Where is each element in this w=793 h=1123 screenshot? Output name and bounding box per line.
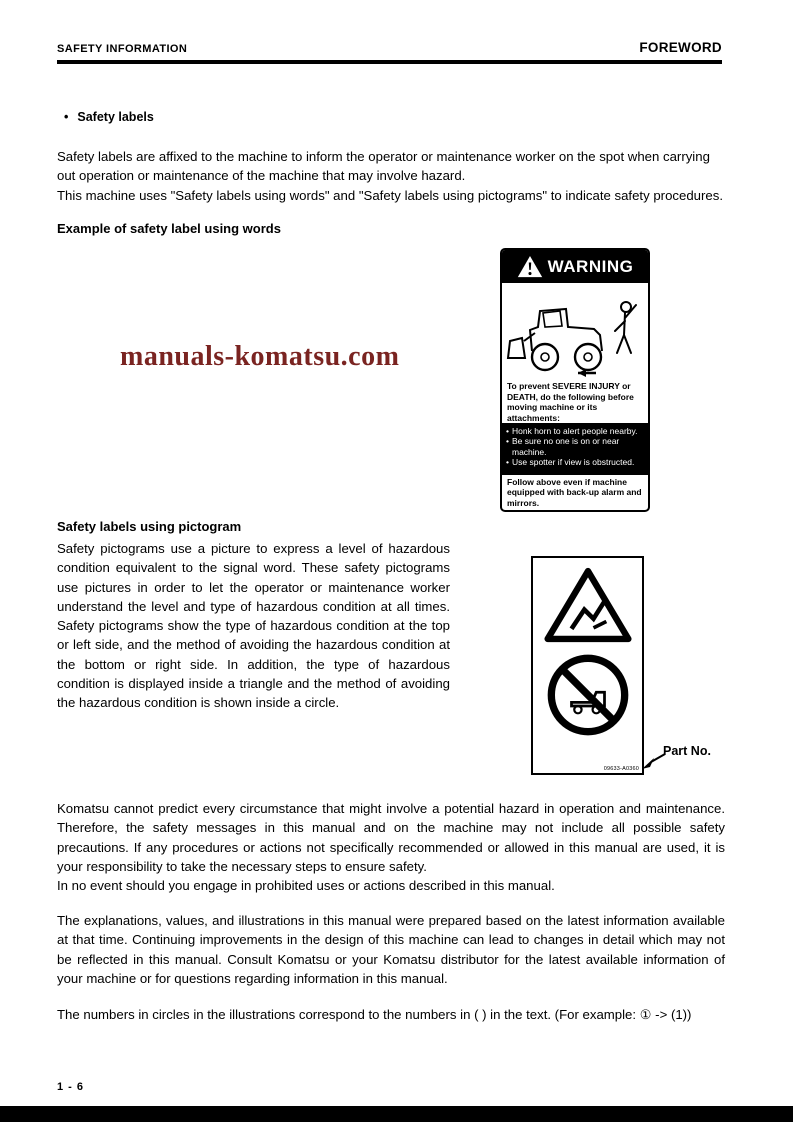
header-section-title: SAFETY INFORMATION xyxy=(57,43,188,55)
safety-labels-heading-text: Safety labels xyxy=(77,110,154,124)
warning-bullet-text: Honk horn to alert people nearby. xyxy=(511,426,638,436)
page-number: 1 - 6 xyxy=(57,1081,85,1093)
bullet-icon: • xyxy=(506,456,509,467)
warning-bullet-list xyxy=(502,423,648,475)
machine-illustration xyxy=(502,283,648,379)
label-part-number: 09633-A0360 xyxy=(603,766,639,772)
wheel-loader-drawing xyxy=(502,283,648,379)
bottom-bar xyxy=(0,1106,793,1122)
pictogram-heading: Safety labels using pictogram xyxy=(57,519,242,534)
intro-paragraph xyxy=(57,147,725,205)
prohibition-circle-pictogram xyxy=(544,651,632,739)
header-chapter-title: FOREWORD xyxy=(639,40,722,55)
header-rule xyxy=(57,60,722,64)
warning-bullet-item xyxy=(506,436,644,457)
example-heading: Example of safety label using words xyxy=(57,221,281,236)
pictogram-label xyxy=(531,556,644,775)
watermark: manuals-komatsu.com xyxy=(120,341,400,372)
warning-bullet-text: Be sure no one is on or near machine. xyxy=(511,436,620,457)
warning-label-header xyxy=(502,250,648,283)
intro-text-1: Safety labels are affixed to the machine to inform the operator or maintenance worker on the spot when carrying out operation or maintenance of the machine that may involve hazard. xyxy=(57,149,710,184)
warning-bullet-item xyxy=(506,457,644,467)
warning-label xyxy=(500,248,650,512)
hazard-triangle-pictogram xyxy=(544,566,632,644)
paragraph-explanations: The explanations, values, and illustrations in this manual were prepared based on the latest information available at that time. Continuing improvements in the design of this machine can lead to changes in detail which may not be reflected in this manual. Consult Komatsu or your Komatsu distributor for the latest available information of your machine or for questions regarding information in this manual. xyxy=(57,913,725,986)
warning-bullet-text: Use spotter if view is obstructed. xyxy=(511,456,635,467)
intro-text-2: This machine uses "Safety labels using words" and "Safety labels using pictograms" to indicate safety procedures. xyxy=(57,187,723,203)
paragraph-komatsu-hazard-text: Komatsu cannot predict every circumstance that might involve a potential hazard in operation and maintenance. Therefore, the safety messages in this manual and on the machine may not include all possible safety precautions. If any procedures or actions not specifically recommended or allowed in this manual are used, it is your responsibility to take the necessary steps to ensure safety. xyxy=(57,801,725,874)
pictogram-paragraph: Safety pictograms use a picture to express a level of hazardous condition equivalent to the signal word. These safety pictograms use pictures in order to let the operator or maintenance worker understand the level and type of hazardous condition at all times. Safety pictograms show the type of hazardous condition at the top or left side, and the method of avoiding the hazardous condition at the bottom or right side. In addition, the type of hazardous condition is displayed inside a triangle and the method of avoiding the hazardous condition is shown inside a circle. xyxy=(57,541,450,711)
page-header xyxy=(57,40,722,55)
warning-body-text: To prevent SEVERE INJURY or DEATH, do the following before moving machine or its attachments: xyxy=(507,381,634,423)
warning-bullet-item xyxy=(506,426,644,436)
paragraph-circled-numbers: The numbers in circles in the illustrations correspond to the numbers in ( ) in the text. (For example: ① -> (1)) xyxy=(57,1007,692,1022)
paragraph-prohibited-uses: In no event should you engage in prohibited uses or actions described in this manual. xyxy=(57,878,555,894)
bullet-icon: • xyxy=(64,110,69,124)
warning-triangle-icon xyxy=(517,255,543,278)
safety-labels-heading xyxy=(64,110,154,124)
bullet-icon: • xyxy=(506,436,509,447)
warning-footer-text: Follow above even if machine equipped with back-up alarm and mirrors. xyxy=(507,476,642,508)
bullet-icon: • xyxy=(506,426,509,436)
warning-title: WARNING xyxy=(547,256,634,276)
paragraph-komatsu-hazard xyxy=(57,799,725,895)
part-no-label: Part No. xyxy=(663,744,711,758)
